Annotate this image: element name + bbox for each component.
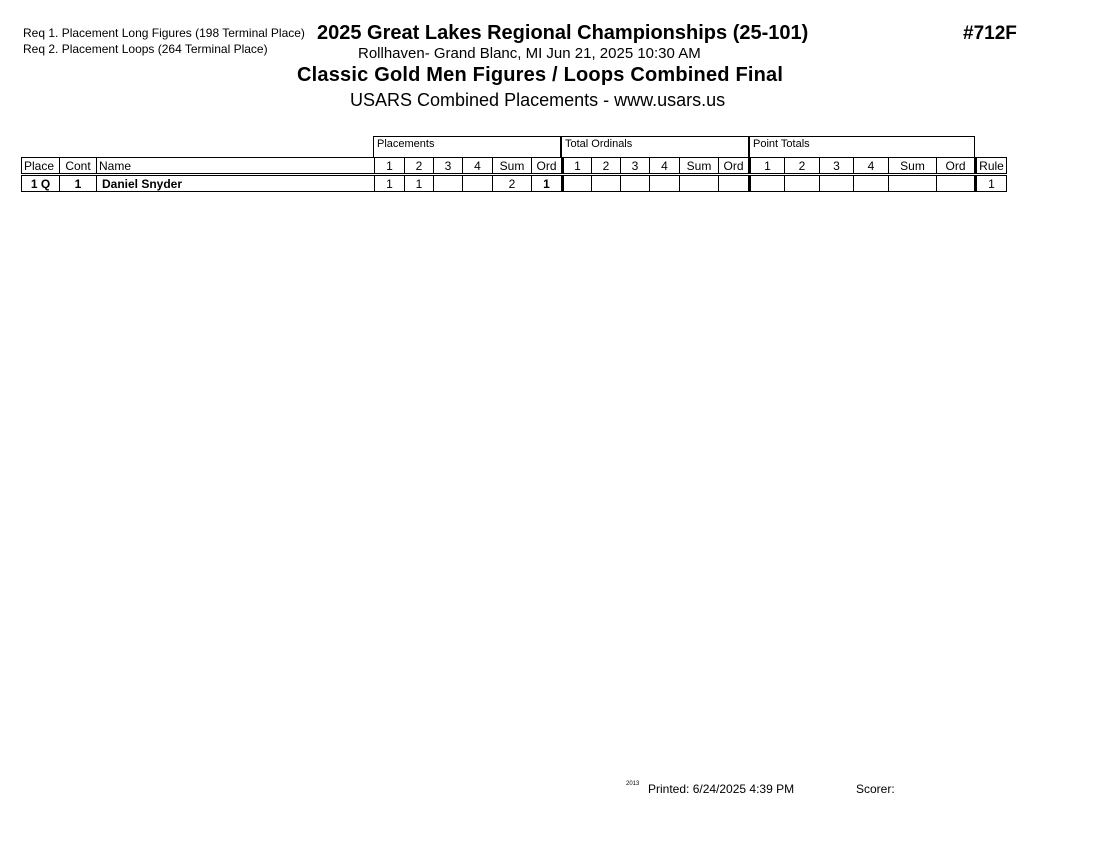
col-points-ord: Ord xyxy=(937,158,976,175)
cell-points-ord xyxy=(937,175,976,192)
col-ordinal-3: 3 xyxy=(621,158,650,175)
col-placement-1: 1 xyxy=(375,158,405,175)
col-ordinal-2: 2 xyxy=(592,158,621,175)
cell-ordinal-3 xyxy=(621,175,650,192)
cell-ordinal-sum xyxy=(680,175,719,192)
cell-cont: 1 xyxy=(60,175,97,192)
cell-placement-sum: 2 xyxy=(493,175,532,192)
results-table xyxy=(21,157,1007,192)
col-points-2: 2 xyxy=(785,158,820,175)
cell-placement-4 xyxy=(463,175,493,192)
header-row xyxy=(22,158,1007,175)
group-total-ordinals: Total Ordinals xyxy=(561,136,749,157)
event-number: #712F xyxy=(963,23,1017,44)
cell-points-2 xyxy=(785,175,820,192)
cell-placement-3 xyxy=(434,175,463,192)
scorer-label: Scorer: xyxy=(856,782,895,796)
cell-points-3 xyxy=(820,175,854,192)
cell-points-4 xyxy=(854,175,889,192)
version-mark: 2013 xyxy=(626,781,640,787)
col-ordinal-1: 1 xyxy=(563,158,592,175)
cell-placement-2: 1 xyxy=(405,175,434,192)
requirement-2: Req 2. Placement Loops (264 Terminal Place) xyxy=(23,42,268,56)
col-placement-4: 4 xyxy=(463,158,493,175)
cell-ordinal-ord xyxy=(719,175,750,192)
col-cont: Cont xyxy=(60,158,97,175)
table-row xyxy=(22,175,1007,192)
col-points-1: 1 xyxy=(750,158,785,175)
cell-ordinal-1 xyxy=(563,175,592,192)
page-subtitle: USARS Combined Placements - www.usars.us xyxy=(350,90,726,110)
col-placement-ord: Ord xyxy=(532,158,563,175)
col-points-sum: Sum xyxy=(889,158,937,175)
col-name: Name xyxy=(97,158,375,175)
cell-ordinal-4 xyxy=(650,175,680,192)
printed-timestamp: Printed: 6/24/2025 4:39 PM xyxy=(648,782,795,796)
cell-placement-1: 1 xyxy=(375,175,405,192)
cell-points-1 xyxy=(750,175,785,192)
group-point-totals: Point Totals xyxy=(749,136,975,157)
cell-points-sum xyxy=(889,175,937,192)
cell-ordinal-2 xyxy=(592,175,621,192)
group-placements: Placements xyxy=(373,136,561,157)
col-points-3: 3 xyxy=(820,158,854,175)
championship-title: 2025 Great Lakes Regional Championships (25-101) xyxy=(317,22,809,44)
col-ordinal-ord: Ord xyxy=(719,158,750,175)
cell-name: Daniel Snyder xyxy=(97,175,375,192)
col-placement-3: 3 xyxy=(434,158,463,175)
col-rule: Rule xyxy=(976,158,1007,175)
requirement-1: Req 1. Placement Long Figures (198 Terminal Place) xyxy=(23,26,305,40)
event-title: Classic Gold Men Figures / Loops Combined Final xyxy=(297,64,784,86)
col-points-4: 4 xyxy=(854,158,889,175)
venue-date: Rollhaven- Grand Blanc, MI Jun 21, 2025 10:30 AM xyxy=(358,45,701,62)
cell-place: 1 Q xyxy=(22,175,60,192)
col-placement-sum: Sum xyxy=(493,158,532,175)
col-ordinal-sum: Sum xyxy=(680,158,719,175)
cell-rule: 1 xyxy=(976,175,1007,192)
col-place: Place xyxy=(22,158,60,175)
col-placement-2: 2 xyxy=(405,158,434,175)
cell-placement-ord: 1 xyxy=(532,175,563,192)
col-ordinal-4: 4 xyxy=(650,158,680,175)
